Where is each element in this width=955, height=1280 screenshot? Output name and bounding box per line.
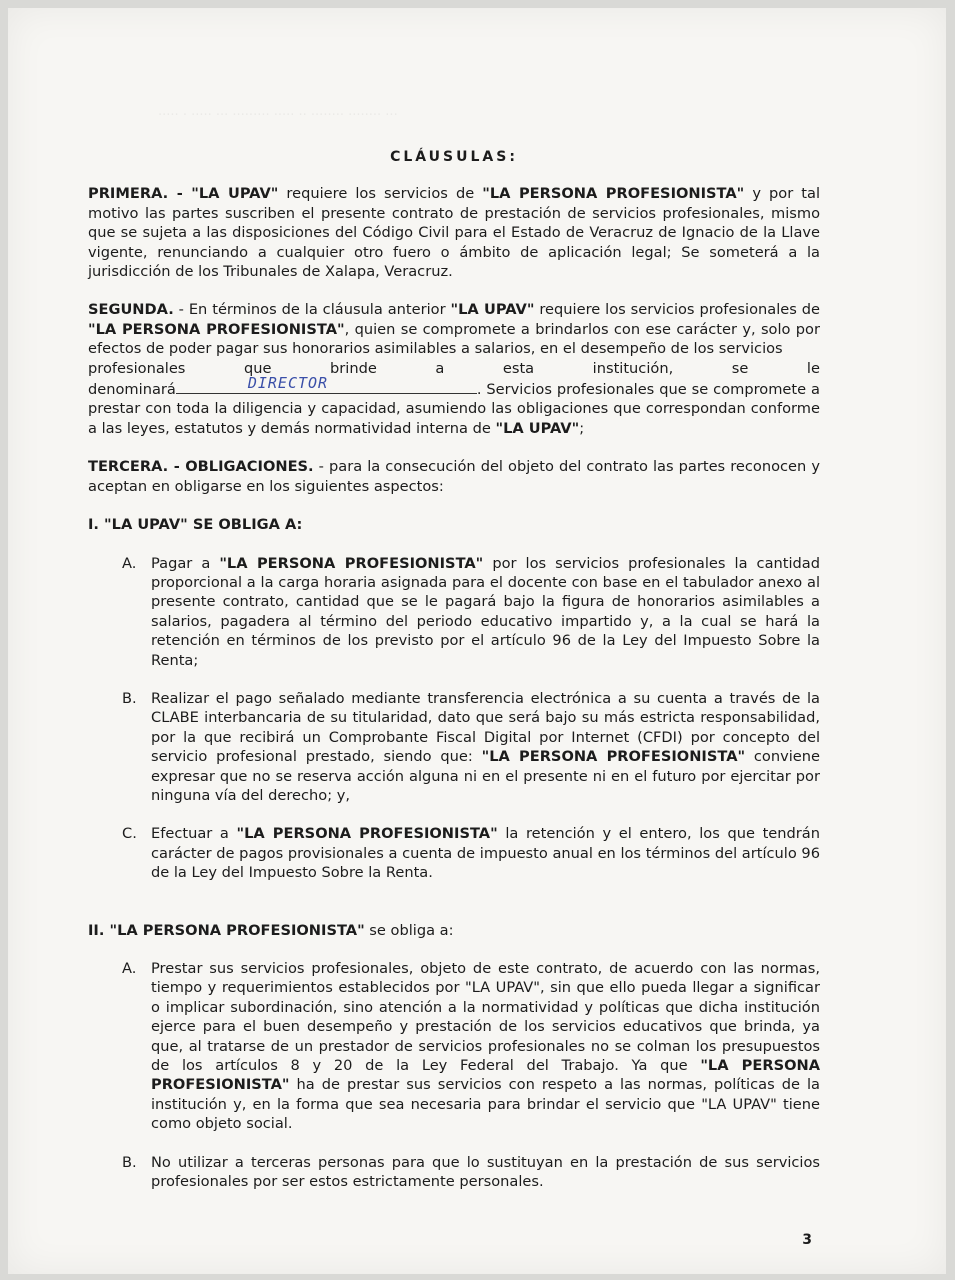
handwritten-entry: DIRECTOR — [247, 374, 329, 393]
clause-segunda: SEGUNDA. - En términos de la cláusula anterior "LA UPAV" requiere los servicios profesionales de "LA PERSONA PROFESIONISTA", quien se compromete a brindarlos con ese carácter y, solo por efectos de poder pagar sus honorarios asimilables a salarios, en el desempeño de los servicios — [88, 301, 820, 358]
clause-primera: PRIMERA. - "LA UPAV" requiere los servicios de "LA PERSONA PROFESIONISTA" y por tal motivo las partes suscriben el presente contrato de prestación de servicios profesionales, mismo que se sujeta a las disposiciones del Código Civil para el Estado de Veracruz de Ignacio de la Llave vigente, renunciando a cualquier otro fuero o ámbito de aplicación legal; Se someterá a la jurisdicción de los Tribunales de Xalapa, Veracruz. — [88, 185, 821, 281]
list-item: B. No utilizar a terceras personas para que lo sustituyan en la prestación de sus servicios profesionales por ser estos estrictamente personales. — [122, 1153, 820, 1191]
bleed-through-text: ··· ········ ········ ·· ····· ········· ··· ····· · ····· — [158, 108, 398, 123]
document-body — [88, 148, 820, 1210]
clause-segunda-cont: denominará DIRECTOR . Servicios profesionales que se compromete a prestar con toda la diligencia y capacidad, asumiendo las obligaciones que correspondan conforme a las leyes, estatutos y demás normatividad interna de "LA UPAV"; — [88, 374, 820, 437]
justified-line: profesionales que brinde a esta institución, se le — [88, 359, 820, 377]
obligations-list — [88, 554, 820, 883]
section-heading: I. "LA UPAV" SE OBLIGA A: — [88, 516, 303, 534]
clauses-title: CLÁUSULAS: — [390, 149, 518, 165]
clause-label: SEGUNDA. — [88, 301, 174, 319]
section-heading: II. "LA PERSONA PROFESIONISTA" se obliga a: — [88, 921, 454, 939]
clause-tercera: TERCERA. - OBLIGACIONES. - para la consecución del objeto del contrato las partes reconocen y aceptan en obligarse en los siguientes aspectos: — [88, 458, 820, 495]
page-number: 3 — [802, 1232, 812, 1248]
document-page — [8, 8, 946, 1274]
fill-in-blank — [176, 374, 477, 394]
list-item: A. Prestar sus servicios profesionales, objeto de este contrato, de acuerdo con las normas, tiempo y requerimientos establecidos por "LA UPAV", sin que ello pueda llegar a significar o implicar subordinación, sino atención a la normatividad y políticas que dicha institución ejerce para el buen desempeño y prestación de los servicios educativos que brinda, ya que, al tratarse de un prestador de servicios profesionales no se colman los presupuestos de los artículos 8 y 20 de la Ley Federal del Trabajo. Ya que "LA PERSONA PROFESIONISTA" ha de prestar sus servicios con respeto a las normas, políticas de la institución y, en la forma que sea necesaria para brindar el servicio que "LA UPAV" tiene como objeto social. — [122, 960, 821, 1133]
list-item: B. Realizar el pago señalado mediante transferencia electrónica a su cuenta a través de la CLABE interbancaria de su titularidad, dato que será bajo su más estricta responsabilidad, por la que recibirá un Comprobante Fiscal Digital por Internet (CFDI) por concepto del servicio profesional prestado, siendo que: "LA PERSONA PROFESIONISTA" conviene expresar que no se reserva acción alguna ni en el presente ni en el futuro por ejercitar por ninguna vía del derecho; y, — [122, 689, 820, 804]
clause-label: TERCERA. - OBLIGACIONES. — [88, 458, 314, 476]
list-item: C. Efectuar a "LA PERSONA PROFESIONISTA" la retención y el entero, los que tendrán carácter de pagos provisionales a cuenta de impuesto anual en los términos del artículo 96 de la Ley del Impuesto Sobre la Renta. — [122, 825, 820, 882]
obligations-list — [88, 959, 820, 1191]
list-item: A. Pagar a "LA PERSONA PROFESIONISTA" por los servicios profesionales la cantidad proporcional a la carga horaria asignada para el docente con base en el tabulador anexo al presente contrato, cantidad que se le pagará bajo la figura de honorarios asimilables a salarios, pagadera al término del periodo educativo impartido y, a la cual se hará la retención en términos de los previsto por el artículo 96 de la Ley del Impuesto Sobre la Renta; — [122, 554, 821, 669]
clause-label: PRIMERA. - — [88, 185, 192, 203]
